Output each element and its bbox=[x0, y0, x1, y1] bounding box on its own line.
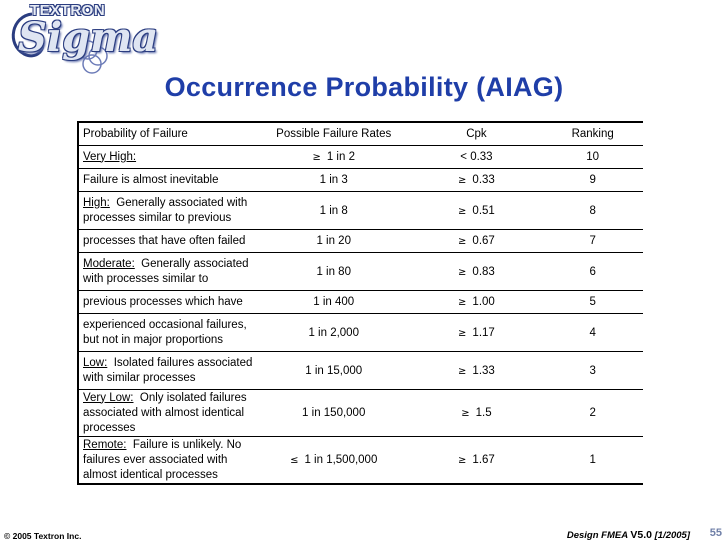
ranking-cell: 10 bbox=[542, 146, 643, 169]
failure-rate-cell bbox=[257, 352, 411, 390]
failure-rate-value: 1 in 20 bbox=[316, 235, 351, 247]
cpk-value: 1.00 bbox=[472, 296, 495, 308]
ranking-cell: 7 bbox=[542, 230, 643, 253]
cpk-cell bbox=[410, 437, 542, 485]
cpk-cell bbox=[410, 390, 542, 437]
table-row bbox=[78, 352, 643, 390]
table-row bbox=[78, 437, 643, 485]
probability-description: Generally associated with processes similar to previous bbox=[83, 196, 248, 224]
probability-level: Very High: bbox=[83, 150, 137, 163]
failure-rate-value: 1 in 15,000 bbox=[305, 364, 363, 377]
probability-cell bbox=[78, 192, 257, 230]
cpk-value: 1.17 bbox=[472, 326, 495, 339]
failure-rate-value: 1 in 1,500,000 bbox=[304, 454, 378, 466]
header-cpk: Cpk bbox=[410, 122, 542, 146]
cpk-cell bbox=[410, 192, 542, 230]
table-header-row bbox=[78, 122, 643, 146]
textron-sigma-logo bbox=[0, 0, 159, 80]
failure-rate-cell bbox=[257, 390, 411, 437]
probability-description: Failure is almost inevitable bbox=[83, 173, 219, 186]
probability-description: Failure is unlikely. No failures ever associated with almost identical processes bbox=[83, 438, 242, 481]
comparison-symbol: ≥ bbox=[458, 266, 467, 278]
cpk-value: 0.33 bbox=[472, 174, 495, 186]
probability-cell bbox=[78, 437, 257, 485]
document-name: Design FMEA bbox=[566, 530, 628, 541]
ranking-cell: 6 bbox=[542, 253, 643, 291]
cpk-cell bbox=[410, 146, 542, 169]
failure-rate-value: 1 in 80 bbox=[316, 265, 351, 278]
failure-rate-cell bbox=[257, 230, 411, 253]
ranking-cell: 3 bbox=[542, 352, 643, 390]
probability-cell bbox=[78, 390, 257, 437]
failure-rate-value: 1 in 400 bbox=[313, 296, 355, 308]
comparison-symbol: ≥ bbox=[458, 205, 467, 217]
failure-rate-cell bbox=[257, 253, 411, 291]
table-row bbox=[78, 230, 643, 253]
document-date: [1/2005] bbox=[654, 530, 690, 541]
probability-cell bbox=[78, 314, 257, 352]
cpk-cell bbox=[410, 352, 542, 390]
logo-brand: TEXTRON bbox=[30, 2, 106, 19]
failure-rate-cell bbox=[257, 314, 411, 352]
failure-rate-cell bbox=[257, 192, 411, 230]
ranking-cell: 4 bbox=[542, 314, 643, 352]
ranking-cell: 1 bbox=[542, 437, 643, 485]
comparison-symbol: ≥ bbox=[458, 365, 467, 377]
ranking-cell: 2 bbox=[542, 390, 643, 437]
table-row bbox=[78, 291, 643, 314]
cpk-value: < 0.33 bbox=[460, 151, 493, 163]
page-number: 55 bbox=[709, 527, 722, 539]
probability-cell bbox=[78, 291, 257, 314]
probability-cell bbox=[78, 146, 257, 169]
cpk-value: 1.33 bbox=[472, 364, 495, 377]
document-version: V5.0 bbox=[630, 529, 652, 541]
cpk-value: 1.5 bbox=[475, 407, 492, 419]
cpk-cell bbox=[410, 253, 542, 291]
probability-description: processes that have often failed bbox=[83, 234, 246, 247]
cpk-cell bbox=[410, 314, 542, 352]
probability-description: previous processes which have bbox=[83, 295, 243, 308]
failure-rate-cell bbox=[257, 291, 411, 314]
table-row bbox=[78, 169, 643, 192]
table-row bbox=[78, 253, 643, 291]
header-probability: Probability of Failure bbox=[78, 122, 257, 146]
probability-description: Generally associated with processes similar to bbox=[83, 257, 249, 285]
probability-description: experienced occasional failures, but not in major proportions bbox=[83, 318, 247, 346]
failure-rate-value: 1 in 2 bbox=[326, 151, 355, 163]
comparison-symbol: ≥ bbox=[458, 455, 467, 466]
probability-level: Moderate: bbox=[83, 257, 135, 270]
header-ranking: Ranking bbox=[542, 122, 643, 146]
failure-rate-cell bbox=[257, 437, 411, 485]
occurrence-table bbox=[77, 121, 643, 485]
failure-rate-cell bbox=[257, 146, 411, 169]
ranking-cell: 9 bbox=[542, 169, 643, 192]
comparison-symbol: ≤ bbox=[290, 455, 299, 466]
table-row bbox=[78, 390, 643, 437]
cpk-cell bbox=[410, 230, 542, 253]
probability-cell bbox=[78, 230, 257, 253]
page-title: Occurrence Probability (AIAG) bbox=[164, 72, 564, 102]
comparison-symbol: ≥ bbox=[458, 297, 467, 308]
failure-rate-value: 1 in 8 bbox=[319, 204, 348, 217]
ranking-cell: 8 bbox=[542, 192, 643, 230]
failure-rate-value: 1 in 3 bbox=[319, 174, 348, 186]
table-row bbox=[78, 146, 643, 169]
probability-description: Isolated failures associated with similar processes bbox=[83, 356, 253, 384]
cpk-cell bbox=[410, 169, 542, 192]
table-row bbox=[78, 192, 643, 230]
failure-rate-cell bbox=[257, 169, 411, 192]
probability-level: Remote: bbox=[83, 438, 127, 451]
comparison-symbol: ≥ bbox=[312, 152, 321, 163]
table-row bbox=[78, 314, 643, 352]
probability-description: Only isolated failures associated with almost identical processes bbox=[83, 391, 247, 434]
probability-level: High: bbox=[83, 196, 110, 209]
comparison-symbol: ≥ bbox=[458, 175, 467, 186]
probability-cell bbox=[78, 352, 257, 390]
cpk-value: 0.51 bbox=[472, 204, 495, 217]
failure-rate-value: 1 in 2,000 bbox=[308, 326, 359, 339]
cpk-cell bbox=[410, 291, 542, 314]
copyright: © 2005 Textron Inc. bbox=[4, 531, 82, 541]
probability-level: Low: bbox=[83, 356, 108, 369]
comparison-symbol: ≥ bbox=[461, 408, 470, 419]
document-info bbox=[567, 529, 690, 541]
ranking-cell: 5 bbox=[542, 291, 643, 314]
probability-cell bbox=[78, 253, 257, 291]
failure-rate-value: 1 in 150,000 bbox=[302, 407, 366, 419]
probability-cell bbox=[78, 169, 257, 192]
comparison-symbol: ≥ bbox=[458, 327, 467, 339]
cpk-value: 0.83 bbox=[472, 265, 495, 278]
comparison-symbol: ≥ bbox=[458, 236, 467, 247]
cpk-value: 1.67 bbox=[472, 454, 495, 466]
cpk-value: 0.67 bbox=[472, 235, 495, 247]
header-failure-rates: Possible Failure Rates bbox=[257, 122, 411, 146]
probability-level: Very Low: bbox=[83, 391, 134, 404]
logo-product: Sigma bbox=[18, 14, 159, 61]
